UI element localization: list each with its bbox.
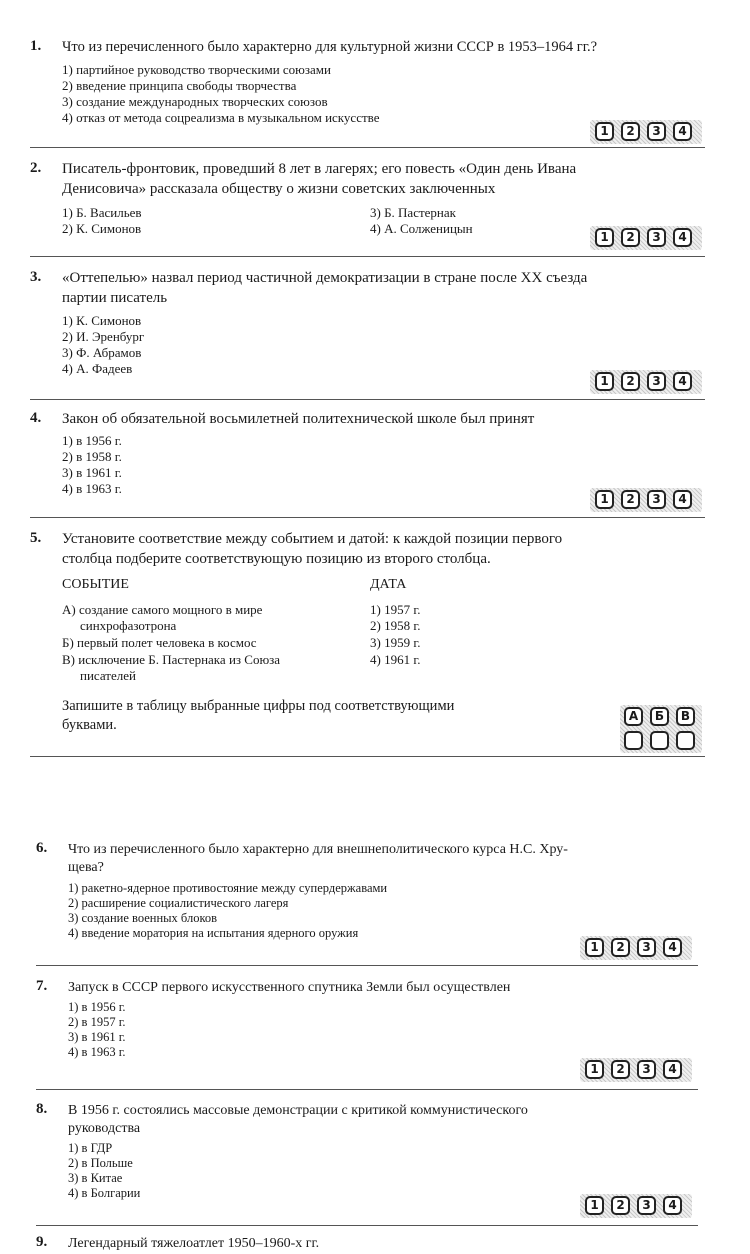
divider [36, 1225, 698, 1226]
option-1[interactable]: 1) в 1956 г. [68, 1000, 126, 1014]
answer-cell-b[interactable] [650, 731, 669, 750]
question-text-line-2: партии писатель [62, 290, 168, 306]
event-b: Б) первый полет человека в космос [62, 635, 257, 650]
letter-c: В [676, 707, 695, 726]
question-text: Запуск в СССР первого искусственного спутника Земли был осуществлен [68, 980, 511, 995]
question-number: 7. [36, 978, 48, 994]
option-1[interactable]: 1) в ГДР [68, 1141, 113, 1155]
answer-boxes [580, 1194, 692, 1218]
question-number: 8. [36, 1101, 48, 1117]
answer-box-4[interactable]: 4 [663, 1060, 682, 1079]
column-header-event: СОБЫТИЕ [62, 577, 129, 592]
answer-box-2[interactable]: 2 [621, 372, 640, 391]
answer-table [620, 705, 702, 753]
instruction-line-1: Запишите в таблицу выбранные цифры под соответствующими [62, 698, 455, 714]
answer-box-4[interactable]: 4 [673, 228, 692, 247]
option-4[interactable]: 4) введение моратория на испытания ядерного оружия [68, 926, 359, 940]
answer-box-1[interactable]: 1 [595, 372, 614, 391]
answer-box-1[interactable]: 1 [585, 1060, 604, 1079]
question-text-line-2: руководства [68, 1121, 141, 1136]
divider [36, 965, 698, 966]
answer-box-1[interactable]: 1 [585, 938, 604, 957]
question-text-line-1: Установите соответствие между событием и датой: к каждой позиции первого [62, 531, 563, 547]
answer-boxes [580, 1058, 692, 1082]
question-number: 2. [30, 160, 42, 176]
answer-box-1[interactable]: 1 [585, 1196, 604, 1215]
answer-box-3[interactable]: 3 [637, 1060, 656, 1079]
answer-box-2[interactable]: 2 [611, 1060, 630, 1079]
event-a: А) создание самого мощного в мире [62, 602, 263, 617]
option-1[interactable]: 1) ракетно-ядерное противостояние между супердержавами [68, 881, 388, 895]
answer-box-1[interactable]: 1 [595, 490, 614, 509]
answer-boxes [590, 226, 702, 250]
question-text: Что из перечисленного было характерно для культурной жизни СССР в 1953–1964 гг.? [62, 39, 598, 55]
letter-b: Б [650, 707, 669, 726]
question-number: 6. [36, 840, 48, 856]
answer-box-2[interactable]: 2 [611, 938, 630, 957]
answer-box-3[interactable]: 3 [647, 122, 666, 141]
answer-cell-c[interactable] [676, 731, 695, 750]
question-text-line-1: «Оттепелью» назвал период частичной демократизации в стране после XX съезда [62, 270, 588, 286]
answer-box-3[interactable]: 3 [637, 1196, 656, 1215]
answer-box-4[interactable]: 4 [673, 490, 692, 509]
question-text-line-1: Писатель-фронтовик, проведший 8 лет в лагерях; его повесть «Один день Ивана [62, 161, 577, 177]
question-number: 1. [30, 38, 42, 54]
divider [30, 756, 705, 757]
option-3[interactable]: 3) Ф. Абрамов [62, 345, 142, 360]
event-c-cont: писателей [80, 668, 136, 683]
instruction-line-2: буквами. [62, 717, 117, 733]
question-text-line-2: щева? [68, 860, 104, 875]
option-1[interactable]: 1) в 1956 г. [62, 433, 122, 448]
answer-boxes [590, 120, 702, 144]
option-4[interactable]: 4) в 1963 г. [62, 481, 122, 496]
answer-boxes [580, 936, 692, 960]
answer-box-4[interactable]: 4 [663, 1196, 682, 1215]
answer-box-2[interactable]: 2 [611, 1196, 630, 1215]
answer-box-2[interactable]: 2 [621, 122, 640, 141]
question-text-line-2: столбца подберите соответствующую позицию из второго столбца. [62, 551, 491, 567]
question-text-line-2: Денисовича» рассказала обществу о жизни советских заключенных [62, 181, 496, 197]
question-number: 9. [36, 1234, 48, 1250]
answer-box-3[interactable]: 3 [647, 490, 666, 509]
option-2[interactable]: 2) введение принципа свободы творчества [62, 78, 297, 93]
answer-boxes [590, 488, 702, 512]
date-2: 2) 1958 г. [370, 618, 421, 633]
answer-boxes [590, 370, 702, 394]
option-2[interactable]: 2) в Польше [68, 1156, 133, 1170]
option-4[interactable]: 4) отказ от метода соцреализма в музыкальном искусстве [62, 110, 380, 125]
option-4[interactable]: 4) в Болгарии [68, 1186, 141, 1200]
question-number: 4. [30, 410, 42, 426]
answer-box-3[interactable]: 3 [647, 372, 666, 391]
date-4: 4) 1961 г. [370, 652, 421, 667]
answer-box-1[interactable]: 1 [595, 228, 614, 247]
option-2[interactable]: 2) в 1958 г. [62, 449, 122, 464]
answer-box-4[interactable]: 4 [673, 372, 692, 391]
option-3[interactable]: 3) в Китае [68, 1171, 123, 1185]
question-number: 5. [30, 530, 42, 546]
answer-box-4[interactable]: 4 [663, 938, 682, 957]
event-c: В) исключение Б. Пастернака из Союза [62, 652, 281, 667]
option-4[interactable]: 4) в 1963 г. [68, 1045, 126, 1059]
option-2[interactable]: 2) расширение социалистического лагеря [68, 896, 289, 910]
answer-box-4[interactable]: 4 [673, 122, 692, 141]
divider [30, 517, 705, 518]
question-text-line-1: В 1956 г. состоялись массовые демонстрации с критикой коммунистического [68, 1103, 528, 1118]
option-3[interactable]: 3) Б. Пастернак [370, 205, 456, 220]
option-3[interactable]: 3) создание международных творческих союзов [62, 94, 328, 109]
answer-box-3[interactable]: 3 [637, 938, 656, 957]
question-text-line-1: Что из перечисленного было характерно для внешнеполитического курса Н.С. Хру- [68, 842, 568, 857]
event-a-cont: синхрофазотрона [80, 618, 177, 633]
option-2[interactable]: 2) И. Эренбург [62, 329, 145, 344]
option-3[interactable]: 3) создание военных блоков [68, 911, 218, 925]
question-text: Закон об обязательной восьмилетней политехнической школе был принят [62, 411, 535, 427]
answer-box-2[interactable]: 2 [621, 490, 640, 509]
option-1[interactable]: 1) партийное руководство творческими союзами [62, 62, 331, 77]
date-3: 3) 1959 г. [370, 635, 421, 650]
column-header-date: ДАТА [370, 577, 407, 592]
option-3[interactable]: 3) в 1961 г. [68, 1030, 126, 1044]
option-4[interactable]: 4) А. Солженицын [370, 221, 473, 236]
divider [30, 256, 705, 257]
divider [36, 1089, 698, 1090]
divider [30, 399, 705, 400]
answer-cell-a[interactable] [624, 731, 643, 750]
letter-a: А [624, 707, 643, 726]
option-2[interactable]: 2) К. Симонов [62, 221, 142, 236]
option-2[interactable]: 2) в 1957 г. [68, 1015, 126, 1029]
question-text: Легендарный тяжелоатлет 1950–1960-х гг. [68, 1236, 320, 1251]
answer-box-3[interactable]: 3 [647, 228, 666, 247]
answer-box-1[interactable]: 1 [595, 122, 614, 141]
answer-box-2[interactable]: 2 [621, 228, 640, 247]
question-number: 3. [30, 269, 42, 285]
option-1[interactable]: 1) К. Симонов [62, 313, 142, 328]
option-3[interactable]: 3) в 1961 г. [62, 465, 122, 480]
date-1: 1) 1957 г. [370, 602, 421, 617]
option-1[interactable]: 1) Б. Васильев [62, 205, 142, 220]
option-4[interactable]: 4) А. Фадеев [62, 361, 133, 376]
divider [30, 147, 705, 148]
